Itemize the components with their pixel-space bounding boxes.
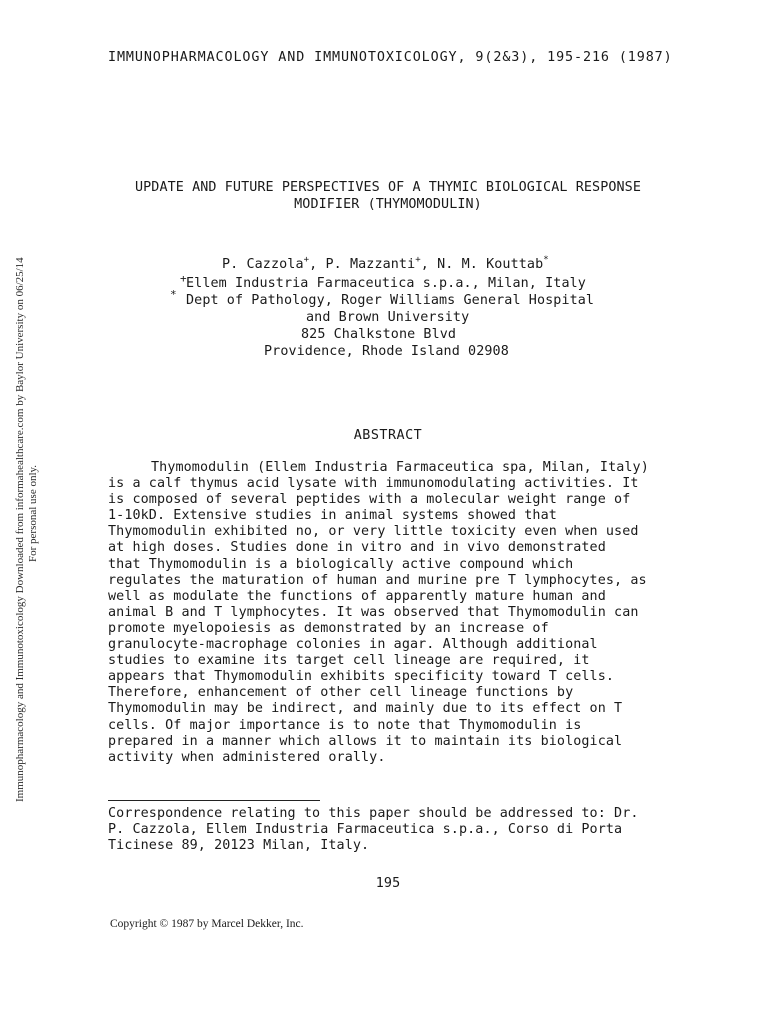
affiliation-2-line-3: 825 Chalkstone Blvd [301, 327, 457, 342]
abstract-line: Thymomodulin exhibited no, or very little toxicity even when used [108, 524, 639, 540]
abstract-line: well as modulate the functions of apparently mature human and [108, 588, 606, 604]
star-mark: * [170, 288, 177, 301]
abstract-line: granulocyte-macrophage colonies in agar. Although additional [108, 637, 598, 653]
author-block [108, 256, 668, 360]
abstract-line: appears that Thymomodulin exhibits specificity toward T cells. [108, 669, 615, 685]
author-names [108, 256, 668, 275]
abstract-line: 1-10kD. Extensive studies in animal systems showed that [108, 508, 557, 524]
abstract-body [108, 460, 673, 766]
plus-mark: + [180, 272, 187, 285]
abstract-line: regulates the maturation of human and murine pre T lymphocytes, as [108, 572, 647, 588]
abstract-line: is composed of several peptides with a molecular weight range of [108, 492, 631, 508]
abstract-line: that Thymomodulin is a biologically active compound which [108, 556, 574, 572]
plus-mark: + [415, 255, 421, 265]
abstract-line: Therefore, enhancement of other cell lineage functions by [108, 685, 574, 701]
affiliation-2-line-4: Providence, Rhode Island 02908 [264, 344, 509, 359]
copyright-line: Copyright © 1987 by Marcel Dekker, Inc. [110, 918, 304, 930]
affiliation-1-text: Ellem Industria Farmaceutica s.p.a., Milan, Italy [186, 276, 586, 291]
correspondence-footnote [108, 806, 678, 854]
affiliation-1 [108, 272, 668, 292]
star-mark: * [543, 255, 549, 265]
watermark-line-1: Immunopharmacology and Immunotoxicology Downloaded from informahealthcare.com by Baylor University on 06/25/14 [14, 257, 26, 802]
author-1: P. Cazzola [222, 257, 304, 272]
affiliation-2-line-2: and Brown University [306, 310, 470, 325]
title-line-1: UPDATE AND FUTURE PERSPECTIVES OF A THYMIC BIOLOGICAL RESPONSE [134, 180, 642, 195]
abstract-line: cells. Of major importance is to note that Thymomodulin is [108, 717, 582, 733]
abstract-line: activity when administered orally. [108, 749, 386, 765]
abstract-line: prepared in a manner which allows it to maintain its biological [108, 733, 623, 749]
paper-title [108, 179, 668, 213]
author-2: , P. Mazzanti [309, 257, 416, 272]
affiliation-2-text: Dept of Pathology, Roger Williams General Hospital [186, 293, 595, 308]
abstract-line: Thymomodulin may be indirect, and mainly due to its effect on T [108, 701, 623, 717]
download-watermark [14, 257, 40, 802]
abstract-line: animal B and T lymphocytes. It was observed that Thymomodulin can [108, 604, 639, 620]
footnote-line: Correspondence relating to this paper should be addressed to: Dr. [108, 806, 639, 821]
watermark-line-2: For personal use only. [27, 464, 39, 562]
plus-mark: + [303, 255, 310, 265]
author-3: , N. M. Kouttab [420, 257, 544, 272]
title-line-2: MODIFIER (THYMOMODULIN) [294, 197, 482, 212]
abstract-line: promote myelopoiesis as demonstrated by an increase of [108, 620, 549, 636]
abstract-line: is a calf thymus acid lysate with immunomodulating activities. It [108, 476, 639, 492]
abstract-heading: ABSTRACT [353, 428, 423, 443]
affiliation-2 [108, 288, 668, 309]
journal-header: IMMUNOPHARMACOLOGY AND IMMUNOTOXICOLOGY, 9(2&3), 195-216 (1987) [108, 50, 673, 65]
abstract-line: Thymomodulin (Ellem Industria Farmaceutica spa, Milan, Italy) [151, 460, 649, 475]
footnote-divider [108, 800, 320, 801]
abstract-line: studies to examine its target cell lineage are required, it [108, 653, 590, 669]
page-number: 195 [375, 876, 401, 891]
footnote-line: P. Cazzola, Ellem Industria Farmaceutica s.p.a., Corso di Porta [108, 822, 623, 837]
footnote-line: Ticinese 89, 20123 Milan, Italy. [108, 838, 370, 853]
abstract-line: at high doses. Studies done in vitro and in vivo demonstrated [108, 540, 606, 556]
